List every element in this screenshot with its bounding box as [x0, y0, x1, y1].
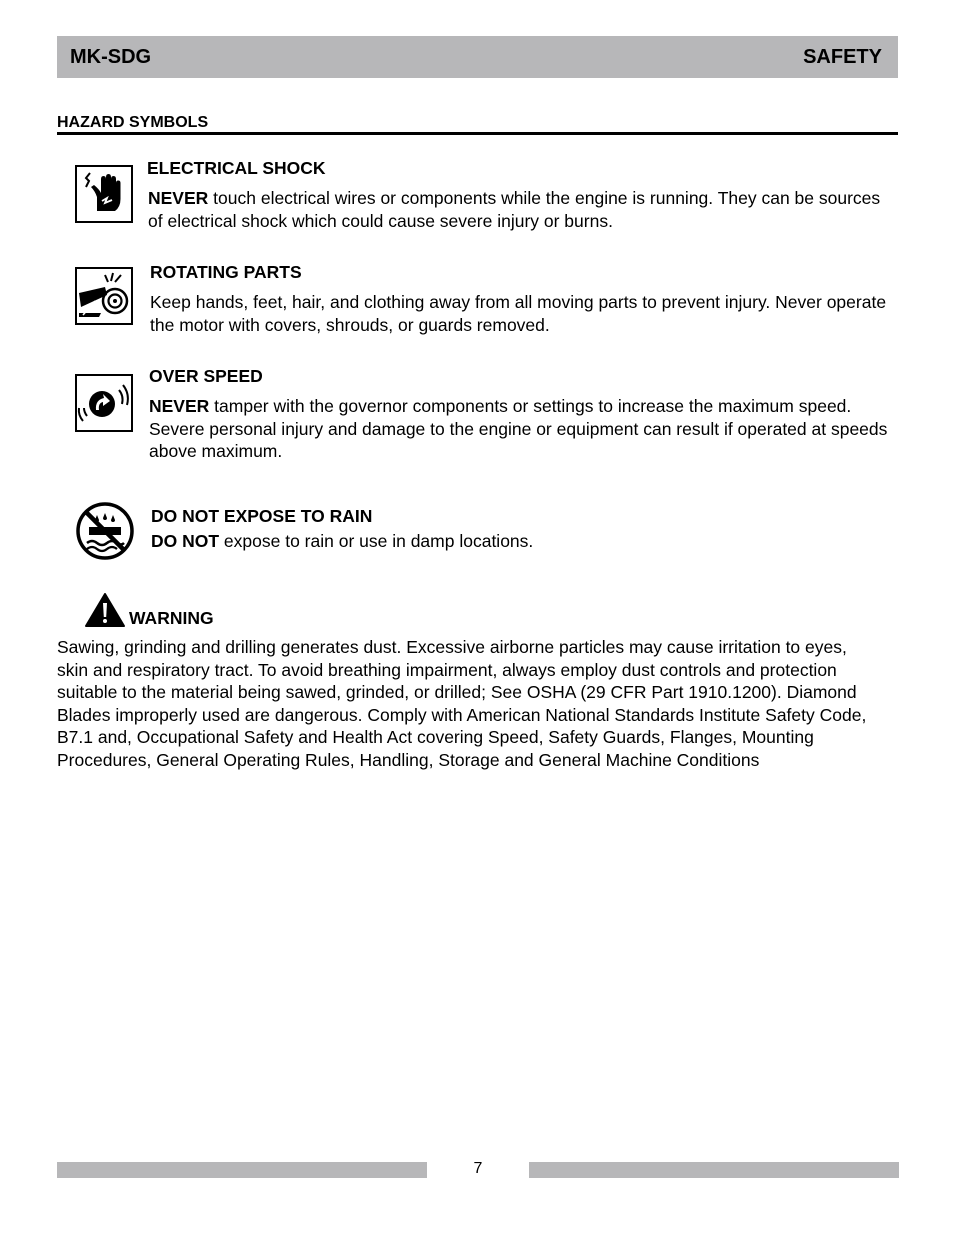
warning-text: Sawing, grinding and drilling generates dust. Excessive airborne particles may cause irritation to eyes, skin and respiratory tract. To avoid breathing impairment, always employ dust controls and protection suitable to the material being sawed, grinded, or drilled; See OSHA (29 CFR Part 1910.1200). Diamond Blades improperly used are dangerous. Comply with American National Standards Institute Safety Code, B7.1 and, Occupational Safety and Health Act covering Speed, Safety Guards, Flanges, Mounting Procedures, General Operating Rules, Handling, Storage and General Machine Conditions: [57, 637, 867, 770]
chapter-title: SAFETY: [803, 45, 882, 68]
hazard-description: [150, 291, 890, 336]
hazard-text: touch electrical wires or components while the engine is running. They can be sources of electrical shock which could cause severe injury or burns.: [148, 188, 881, 231]
warning-triangle-icon: [84, 592, 126, 628]
hazard-text: Keep hands, feet, hair, and clothing away from all moving parts to prevent injury. Never operate the motor with covers, shrouds, or guards removed.: [150, 292, 887, 335]
no-rain-icon: [75, 501, 135, 561]
hazard-over-speed: [149, 366, 894, 463]
section-divider: [57, 132, 898, 135]
warning-label: WARNING: [129, 608, 214, 628]
hazard-text: expose to rain or use in damp locations.: [219, 531, 534, 551]
header-bar: [57, 36, 898, 78]
section-title: HAZARD SYMBOLS: [57, 114, 209, 131]
hazard-electrical-shock: [148, 158, 888, 232]
over-speed-icon: [75, 374, 133, 432]
document-model: MK-SDG: [70, 45, 152, 68]
hazard-description: [151, 530, 891, 553]
hazard-emphasis: NEVER: [148, 188, 209, 208]
hazard-title: OVER SPEED: [149, 366, 263, 386]
hazard-title: ELECTRICAL SHOCK: [147, 158, 326, 178]
hazard-title: ROTATING PARTS: [150, 262, 302, 282]
electrical-shock-icon: [75, 165, 133, 223]
page-number: 7: [473, 1160, 483, 1177]
hazard-description: [149, 395, 894, 463]
hazard-emphasis: DO NOT: [151, 531, 220, 551]
hazard-no-rain: [151, 506, 891, 553]
footer-bar-left: [57, 1162, 427, 1178]
footer-bar-right: [529, 1162, 899, 1178]
rotating-parts-icon: [75, 267, 133, 325]
hazard-text: tamper with the governor components or settings to increase the maximum speed. Severe personal injury and damage to the engine or equipment can result if operated at speeds above maximum.: [149, 396, 888, 461]
hazard-description: [148, 187, 888, 232]
hazard-emphasis: NEVER: [149, 396, 210, 416]
hazard-title: DO NOT EXPOSE TO RAIN: [151, 506, 373, 526]
hazard-rotating-parts: [150, 262, 890, 336]
